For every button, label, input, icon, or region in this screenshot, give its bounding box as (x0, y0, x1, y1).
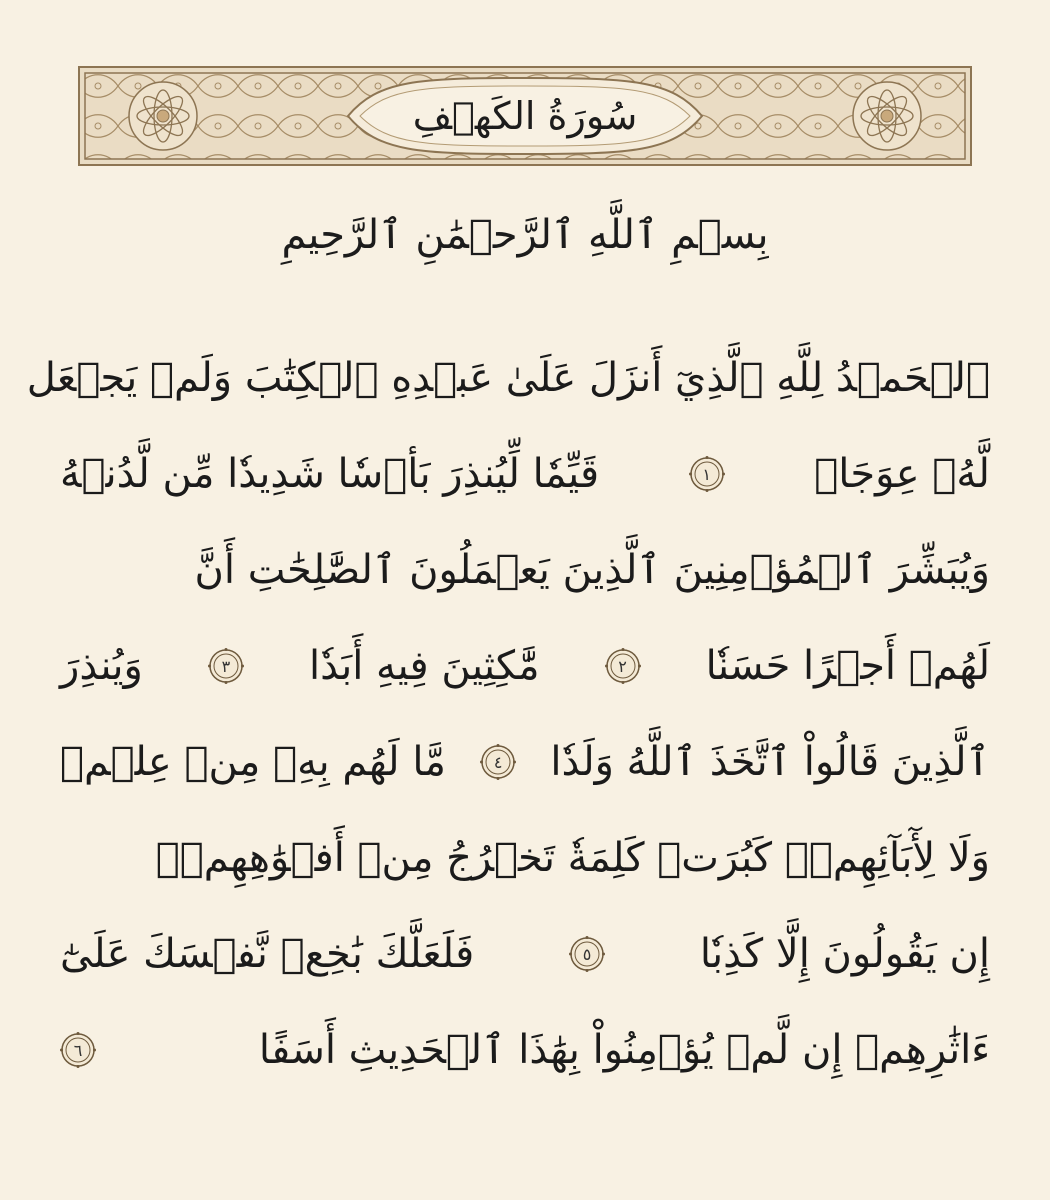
verse-text: وَيُبَشِّرَ ٱلۡمُؤۡمِنِينَ ٱلَّذِينَ يَعۡمَلُونَ ٱلصَّٰلِحَٰتِ أَنَّ (194, 547, 990, 593)
ayah-number-marker-icon (60, 1032, 96, 1068)
text-line (60, 714, 990, 810)
basmala: بِسۡمِ ٱللَّهِ ٱلرَّحۡمَٰنِ ٱلرَّحِيمِ (281, 212, 769, 258)
text-line (60, 522, 990, 618)
verse-text: قَيِّمٗا لِّيُنذِرَ بَأۡسٗا شَدِيدٗا مِّن لَّدُنۡهُ (60, 451, 600, 497)
text-line (60, 1002, 990, 1098)
verse-text: ٱلَّذِينَ قَالُواْ ٱتَّخَذَ ٱللَّهُ وَلَدٗا (550, 739, 990, 785)
ayah-number-marker-icon (605, 648, 641, 684)
verse-text: لَهُمۡ أَجۡرًا حَسَنٗا (705, 643, 990, 689)
ayah-number: ١ (702, 464, 711, 484)
verse-text: ٱلۡحَمۡدُ لِلَّهِ ٱلَّذِيٓ أَنزَلَ عَلَىٰ عَبۡدِهِ ٱلۡكِتَٰبَ وَلَمۡ يَجۡعَل (26, 355, 990, 401)
verse-text: ءَاثَٰرِهِمۡ إِن لَّمۡ يُؤۡمِنُواْ بِهَٰذَا ٱلۡحَدِيثِ أَسَفًا (258, 1027, 990, 1073)
text-line (26, 330, 990, 426)
quran-text-block (26, 330, 990, 1098)
text-line (60, 618, 990, 714)
verse-text: فَلَعَلَّكَ بَٰخِعٞ نَّفۡسَكَ عَلَىٰٓ (60, 931, 475, 977)
verse-text: لَّهُۥ عِوَجَاۜ (814, 451, 990, 497)
ayah-number-marker-icon (689, 456, 725, 492)
text-line (60, 906, 990, 1002)
ayah-number-marker-icon (480, 744, 516, 780)
ayah-number: ٦ (73, 1040, 83, 1060)
ayah-number-marker-icon (569, 936, 605, 972)
ayah-number-marker-icon (208, 648, 244, 684)
verse-text: وَيُنذِرَ (60, 643, 143, 689)
surah-header-frame (78, 66, 972, 166)
verse-text: مَّٰكِثِينَ فِيهِ أَبَدٗا (308, 643, 540, 689)
ayah-number: ٤ (493, 752, 503, 772)
verse-text: إِن يَقُولُونَ إِلَّا كَذِبٗا (699, 931, 990, 977)
verse-text: مَّا لَهُم بِهِۦ مِنۡ عِلۡمٖ (60, 739, 446, 785)
ayah-number: ٣ (221, 656, 231, 676)
text-line (60, 810, 990, 906)
surah-title: سُورَةُ الكَهۡفِ (412, 94, 638, 138)
ayah-number: ٢ (618, 656, 627, 676)
text-line (60, 426, 990, 522)
verse-text: وَلَا لِأٓبَآئِهِمۡۚ كَبُرَتۡ كَلِمَةٗ تَخۡرُجُ مِنۡ أَفۡوَٰهِهِمۡۚ (155, 835, 990, 881)
ayah-number: ٥ (582, 944, 592, 964)
